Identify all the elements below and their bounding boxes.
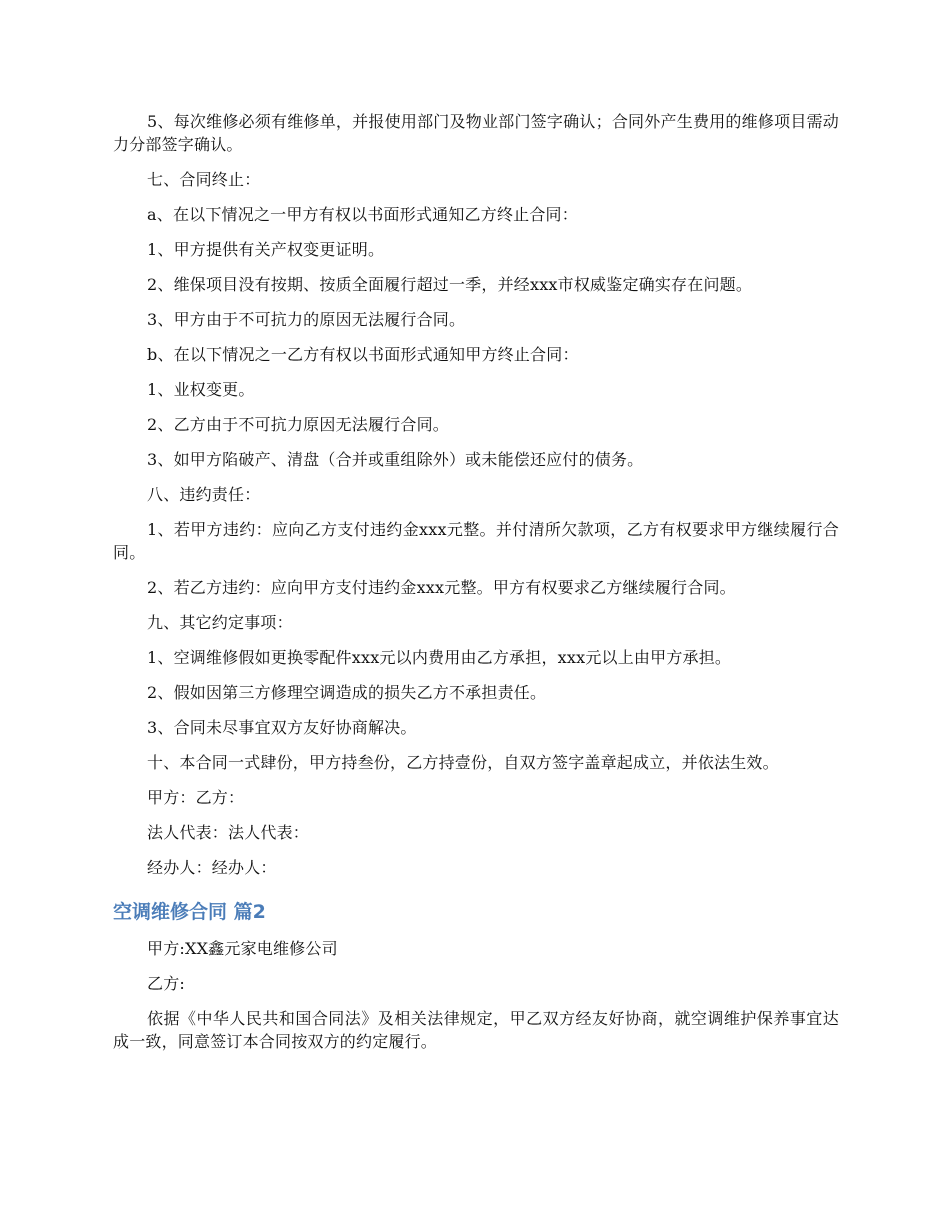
paragraph: 2、假如因第三方修理空调造成的损失乙方不承担责任。: [147, 683, 547, 702]
paragraph: b、在以下情况之一乙方有权以书面形式通知甲方终止合同：: [147, 345, 579, 364]
paragraph: 3、如甲方陷破产、清盘（合并或重组除外）或未能偿还应付的债务。: [147, 450, 644, 469]
paragraph: 2、维保项目没有按期、按质全面履行超过一季，并经xxx市权威鉴定确实存在问题。: [147, 275, 753, 294]
signature-line-handler: 经办人：经办人：: [147, 858, 277, 877]
paragraph: 九、其它约定事项：: [147, 613, 293, 632]
paragraph: 甲方:XX鑫元家电维修公司: [147, 939, 338, 958]
paragraph: 十、本合同一式肆份，甲方持叁份，乙方持壹份，自双方签字盖章起成立，并依法生效。: [147, 753, 779, 772]
paragraph: 1、空调维修假如更换零配件xxx元以内费用由乙方承担，xxx元以上由甲方承担。: [147, 648, 732, 667]
paragraph: 1、甲方提供有关产权变更证明。: [147, 240, 385, 259]
document-page: [113, 110, 839, 1065]
paragraph: a、在以下情况之一甲方有权以书面形式通知乙方终止合同：: [147, 205, 578, 224]
signature-line-legal-rep: 法人代表：法人代表：: [147, 823, 310, 842]
signature-line-party: 甲方：乙方：: [147, 788, 245, 807]
paragraph: 七、合同终止：: [147, 170, 261, 189]
paragraph: 2、乙方由于不可抗力原因无法履行合同。: [147, 415, 449, 434]
paragraph: 1、业权变更。: [147, 380, 255, 399]
paragraph: 乙方:: [147, 974, 185, 993]
paragraph: 2、若乙方违约：应向甲方支付违约金xxx元整。甲方有权要求乙方继续履行合同。: [147, 578, 736, 597]
paragraph: 5、每次维修必须有维修单，并报使用部门及物业部门签字确认；合同外产生费用的维修项目需动力分部签字确认。: [113, 112, 839, 154]
paragraph: 依据《中华人民共和国合同法》及相关法律规定，甲乙双方经友好协商，就空调维护保养事宜达成一致，同意签订本合同按双方的约定履行。: [113, 1009, 839, 1051]
section-heading: 空调维修合同 篇2: [113, 901, 266, 923]
paragraph: 八、违约责任：: [147, 485, 261, 504]
paragraph: 3、合同未尽事宜双方友好协商解决。: [147, 718, 417, 737]
paragraph: 1、若甲方违约：应向乙方支付违约金xxx元整。并付清所欠款项，乙方有权要求甲方继续履行合同。: [113, 520, 839, 562]
paragraph: 3、甲方由于不可抗力的原因无法履行合同。: [147, 310, 466, 329]
